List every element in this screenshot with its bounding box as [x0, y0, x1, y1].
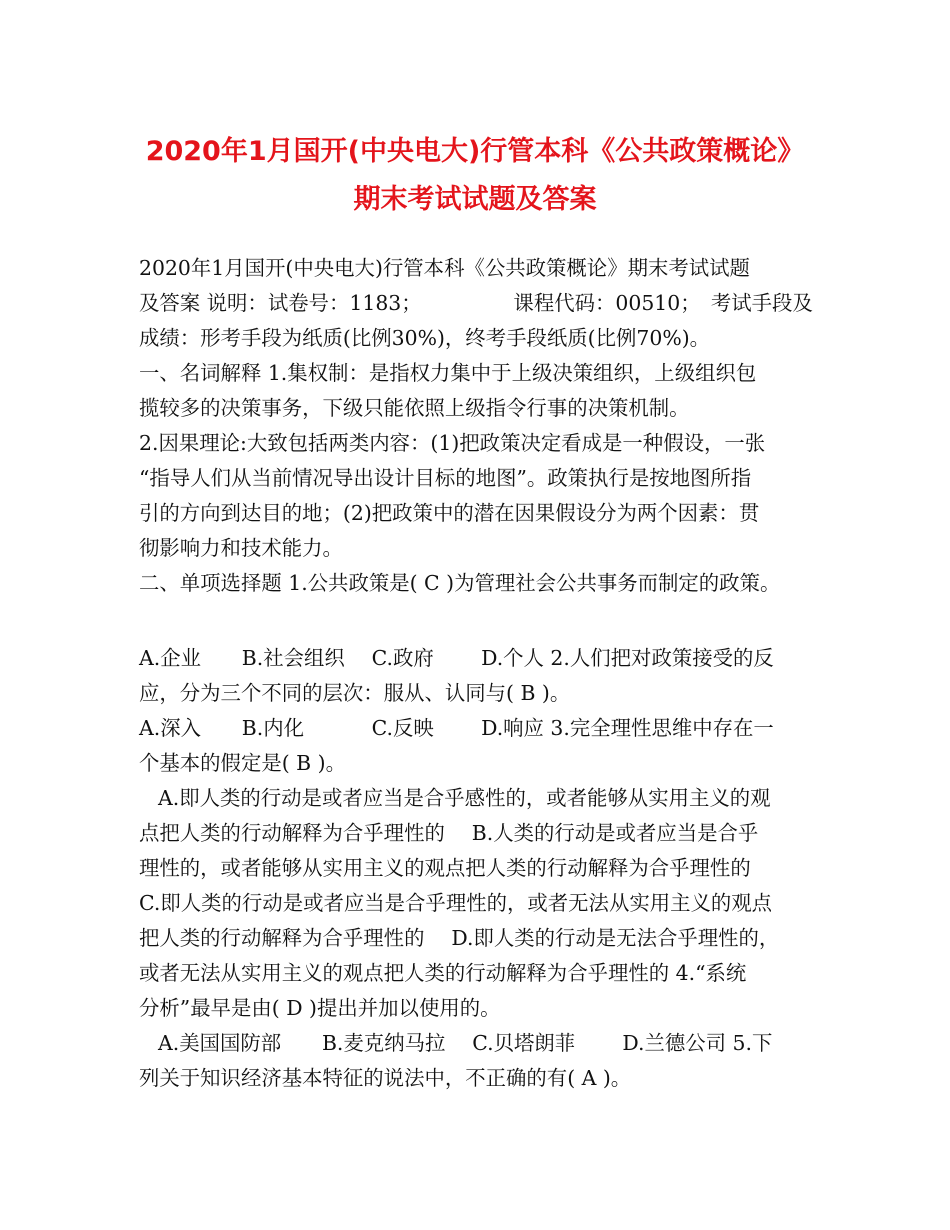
intro-line-1: 2020年1月国开(中央电大)行管本科《公共政策概论》期末考试试题 [139, 256, 750, 280]
question-line-4: 个基本的假定是( B )。 [139, 751, 346, 775]
section-1-line-6: 彻影响力和技术能力。 [139, 536, 343, 560]
section-1-line-1: 一、名词解释 1.集权制：是指权力集中于上级决策组织，上级组织包 [139, 361, 757, 385]
document-title-line-2: 期末考试试题及答案 [353, 184, 597, 215]
question-line-9: 把人类的行动解释为合乎理性的 D.即人类的行动是无法合乎理性的， [139, 926, 780, 950]
question-line-2: 应，分为三个不同的层次：服从、认同与( B )。 [139, 681, 571, 705]
question-line-7: 理性的，或者能够从实用主义的观点把人类的行动解释为合乎理性的 [139, 856, 751, 880]
section-1-line-4: “指导人们从当前情况导出设计目标的地图”。政策执行是按地图所指 [139, 466, 752, 490]
question-line-12: A.美国国防部 B.麦克纳马拉 C.贝塔朗菲 D.兰德公司 5.下 [158, 1031, 773, 1055]
document-title-line-1: 2020年1月国开(中央电大)行管本科《公共政策概论》 [145, 136, 805, 167]
question-line-3: A.深入 B.内化 C.反映 D.响应 3.完全理性思维中存在一 [139, 716, 774, 740]
question-line-6: 点把人类的行动解释为合乎理性的 B.人类的行动是或者应当是合乎 [139, 821, 759, 845]
intro-line-2: 及答案 说明：试卷号：1183； 课程代码：00510； 考试手段及 [139, 291, 813, 315]
section-1-line-3: 2.因果理论:大致包括两类内容：(1)把政策决定看成是一种假设，一张 [139, 431, 766, 455]
section-2-line-1: 二、单项选择题 1.公共政策是( C )为管理社会公共事务而制定的政策。 [139, 571, 781, 595]
question-line-8: C.即人类的行动是或者应当是合乎理性的，或者无法从实用主义的观点 [139, 891, 773, 915]
section-1-line-5: 引的方向到达目的地；(2)把政策中的潜在因果假设分为两个因素：贯 [139, 501, 760, 525]
intro-line-3: 成绩：形考手段为纸质(比例30%)，终考手段纸质(比例70%)。 [139, 326, 711, 350]
section-1-line-2: 揽较多的决策事务，下级只能依照上级指令行事的决策机制。 [139, 396, 690, 420]
question-line-11: 分析”最早是由( D )提出并加以使用的。 [139, 996, 501, 1020]
question-line-1: A.企业 B.社会组织 C.政府 D.个人 2.人们把对政策接受的反 [139, 646, 774, 670]
question-line-5: A.即人类的行动是或者应当是合乎感性的，或者能够从实用主义的观 [158, 786, 771, 810]
question-line-10: 或者无法从实用主义的观点把人类的行动解释为合乎理性的 4.“系统 [139, 961, 747, 985]
question-line-13: 列关于知识经济基本特征的说法中，不正确的有( A )。 [139, 1066, 632, 1090]
